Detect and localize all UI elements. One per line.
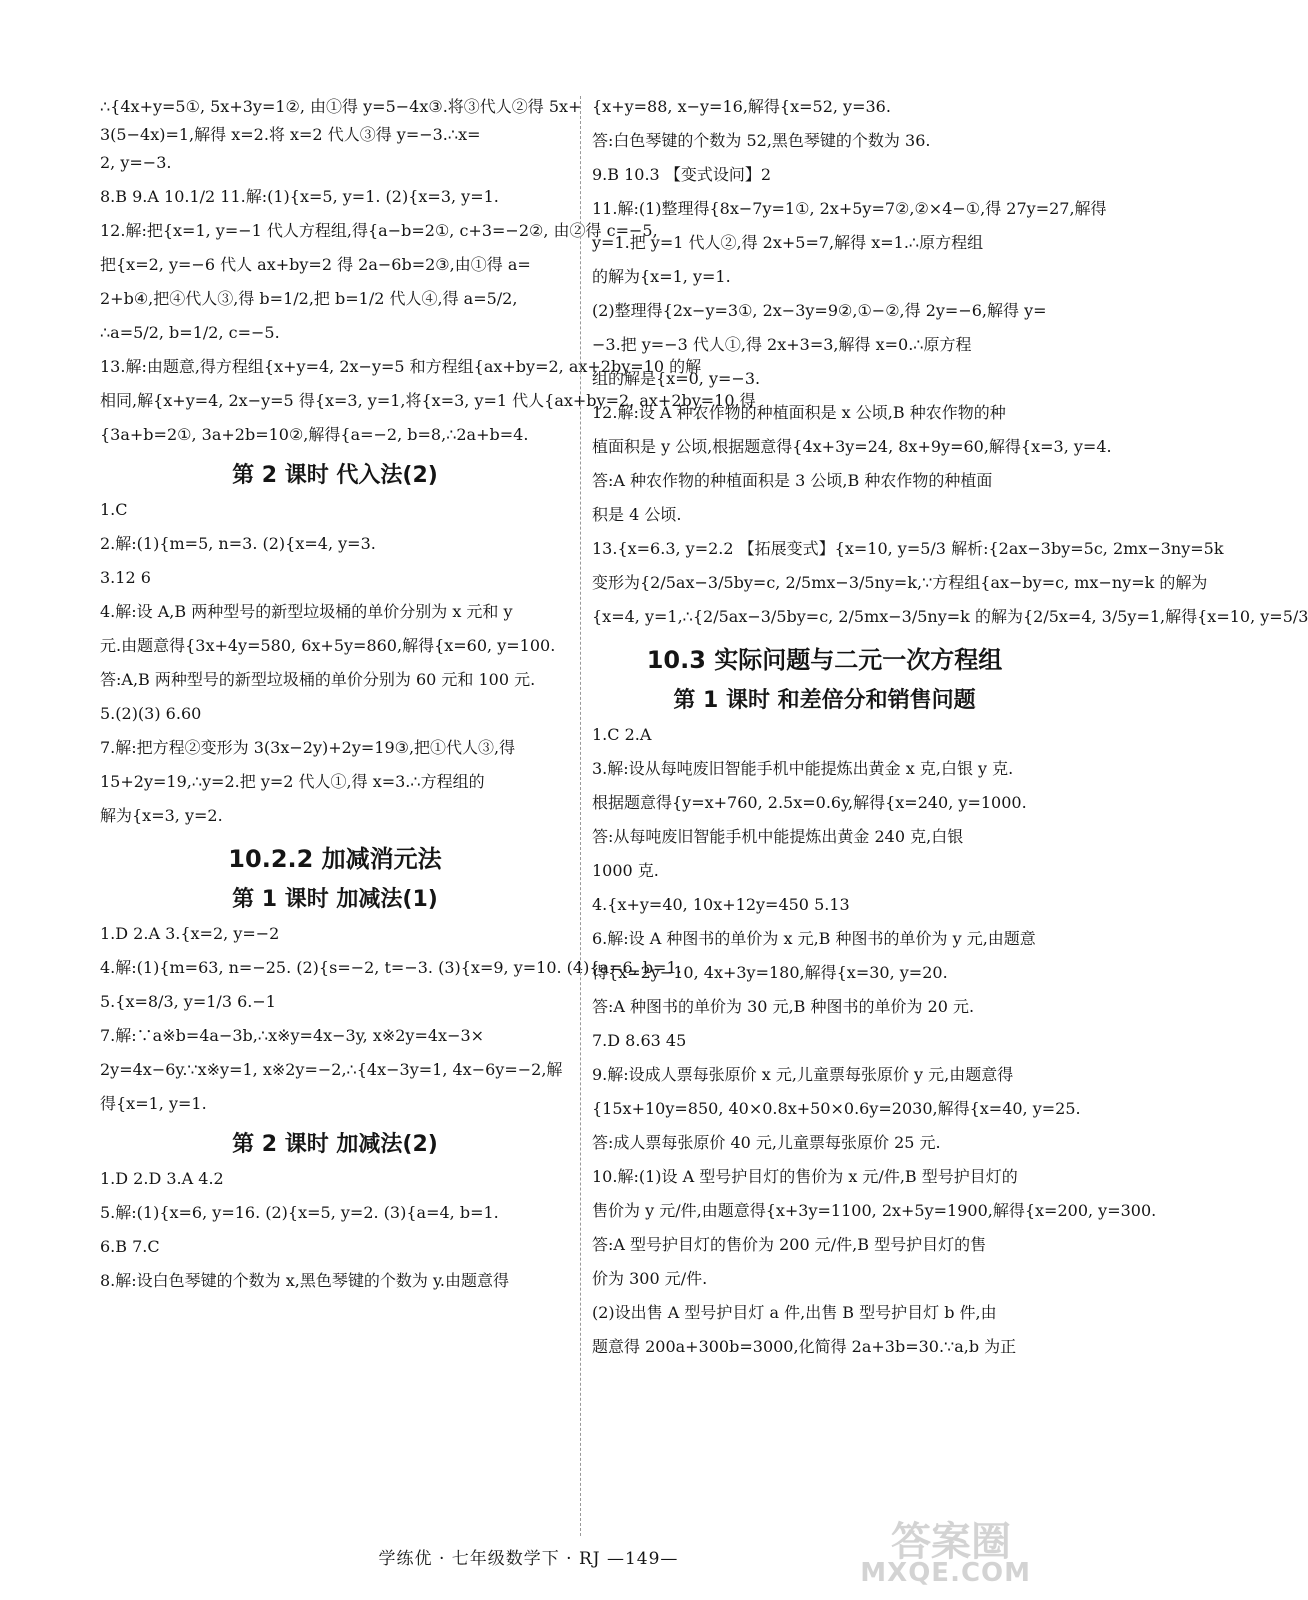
text-line: 15+2y=19,∴y=2.把 y=2 代人①,得 x=3.∴方程组的 <box>100 772 485 791</box>
text-line: 得{x=2y−10, 4x+3y=180,解得{x=30, y=20. <box>592 963 948 982</box>
text-line: 变形为{2/5ax−3/5by=c, 2/5mx−3/5ny=k,∵方程组{ax−by=c, mx−ny=k 的解为 <box>592 573 1208 592</box>
text-line: 8.解:设白色琴键的个数为 x,黑色琴键的个数为 y.由题意得 <box>100 1271 509 1290</box>
section-heading: 10.2.2 加减消元法 <box>228 845 442 873</box>
text-line: {x=4, y=1,∴{2/5ax−3/5by=c, 2/5mx−3/5ny=k 的解为{2/5x=4, 3/5y=1,解得{x=10, y=5/3 <box>592 607 1308 626</box>
text-line: 元.由题意得{3x+4y=580, 6x+5y=860,解得{x=60, y=100. <box>100 636 556 655</box>
text-line: 组的解是{x=0, y=−3. <box>592 369 761 388</box>
text-line: 的解为{x=1, y=1. <box>592 267 731 286</box>
text-line: 根据题意得{y=x+760, 2.5x=0.6y,解得{x=240, y=1000. <box>592 793 1027 812</box>
section-subheading: 第 1 课时 和差倍分和销售问题 <box>673 688 976 713</box>
text-line: 11.解:(1)整理得{8x−7y=1①, 2x+5y=7②,②×4−①,得 27y=27,解得 <box>592 199 1107 218</box>
text-line: 答:A 种农作物的种植面积是 3 公顷,B 种农作物的种植面 <box>592 471 993 490</box>
section-subheading: 第 1 课时 加减法(1) <box>232 887 438 912</box>
text-line: 答:成人票每张原价 40 元,儿童票每张原价 25 元. <box>592 1133 941 1152</box>
text-line: 售价为 y 元/件,由题意得{x+3y=1100, 2x+5y=1900,解得{x=200, y=300. <box>592 1201 1157 1220</box>
text-line: 1.D 2.D 3.A 4.2 <box>100 1169 224 1188</box>
text-line: 解为{x=3, y=2. <box>100 806 223 825</box>
text-line: y=1.把 y=1 代人②,得 2x+5=7,解得 x=1.∴原方程组 <box>592 233 984 252</box>
text-line: 9.B 10.3 【变式设问】2 <box>592 165 772 184</box>
text-line: (2)整理得{2x−y=3①, 2x−3y=9②,①−②,得 2y=−6,解得 y= <box>592 301 1047 320</box>
text-line: 植面积是 y 公顷,根据题意得{4x+3y=24, 8x+9y=60,解得{x=3, y=4. <box>592 437 1112 456</box>
text-line: 1.C <box>100 500 128 519</box>
section-heading: 第 2 课时 加减法(2) <box>232 1132 438 1157</box>
text-line: 13.解:由题意,得方程组{x+y=4, 2x−y=5 和方程组{ax+by=2, ax+2by=10 的解 <box>100 357 702 376</box>
text-line: 价为 300 元/件. <box>592 1269 708 1288</box>
text-line: 5.{x=8/3, y=1/3 6.−1 <box>100 992 276 1011</box>
text-line: 5.解:(1){x=6, y=16. (2){x=5, y=2. (3){a=4, b=1. <box>100 1203 499 1222</box>
text-line: ∴a=5/2, b=1/2, c=−5. <box>100 323 280 342</box>
text-line: {x+y=88, x−y=16,解得{x=52, y=36. <box>592 97 891 116</box>
text-line: ∴{4x+y=5①, 5x+3y=1②, 由①得 y=5−4x③.将③代人②得 5x+ <box>100 97 582 116</box>
text-line: 5.(2)(3) 6.60 <box>100 704 202 723</box>
text-line: 答:A,B 两种型号的新型垃圾桶的单价分别为 60 元和 100 元. <box>100 670 536 689</box>
column-divider <box>580 96 581 1536</box>
text-line: 4.解:设 A,B 两种型号的新型垃圾桶的单价分别为 x 元和 y <box>100 602 513 621</box>
text-line: 9.解:设成人票每张原价 x 元,儿童票每张原价 y 元,由题意得 <box>592 1065 1014 1084</box>
text-line: 12.解:把{x=1, y=−1 代人方程组,得{a−b=2①, c+3=−2②, 由②得 c=−5, <box>100 221 658 240</box>
text-line: 2.解:(1){m=5, n=3. (2){x=4, y=3. <box>100 534 376 553</box>
text-line: −3.把 y=−3 代人①,得 2x+3=3,解得 x=0.∴原方程 <box>592 335 972 354</box>
text-line: 13.{x=6.3, y=2.2 【拓展变式】{x=10, y=5/3 解析:{2ax−3by=5c, 2mx−3ny=5k <box>592 539 1224 558</box>
text-line: 相同,解{x+y=4, 2x−y=5 得{x=3, y=1,将{x=3, y=1 代人{ax+by=2, ax+2by=10,得 <box>100 391 756 410</box>
section-heading: 10.3 实际问题与二元一次方程组 <box>646 646 1003 674</box>
text-line: 2+b④,把④代人③,得 b=1/2,把 b=1/2 代人④,得 a=5/2, <box>100 289 518 308</box>
text-line: 4.{x+y=40, 10x+12y=450 5.13 <box>592 895 850 914</box>
text-line: 7.解:∵a※b=4a−3b,∴x※y=4x−3y, x※2y=4x−3× <box>100 1026 485 1045</box>
text-line: 3.12 6 <box>100 568 151 587</box>
watermark-logo <box>821 1510 1031 1588</box>
page-footer: 学练优 · 七年级数学下 · RJ —149— <box>378 1549 679 1569</box>
text-line: 积是 4 公顷. <box>592 505 682 524</box>
text-line: {15x+10y=850, 40×0.8x+50×0.6y=2030,解得{x=40, y=25. <box>592 1099 1081 1118</box>
text-line: 1.D 2.A 3.{x=2, y=−2 <box>100 924 280 943</box>
text-line: 7.D 8.63 45 <box>592 1031 687 1050</box>
text-line: 8.B 9.A 10.1/2 11.解:(1){x=5, y=1. (2){x=3, y=1. <box>100 187 499 206</box>
text-line: 把{x=2, y=−6 代人 ax+by=2 得 2a−6b=2③,由①得 a= <box>100 255 531 274</box>
text-line: 答:从每吨废旧智能手机中能提炼出黄金 240 克,白银 <box>592 827 964 846</box>
watermark-mark: 答案圈 <box>891 1519 1011 1565</box>
watermark-site: MXQE.COM <box>860 1558 1031 1588</box>
text-line: (2)设出售 A 型号护目灯 a 件,出售 B 型号护目灯 b 件,由 <box>592 1303 997 1322</box>
text-line: 6.解:设 A 种图书的单价为 x 元,B 种图书的单价为 y 元,由题意 <box>592 929 1036 948</box>
section-heading: 第 2 课时 代入法(2) <box>232 463 438 488</box>
text-line: 3.解:设从每吨废旧智能手机中能提炼出黄金 x 克,白银 y 克. <box>592 759 1014 778</box>
text-line: 10.解:(1)设 A 型号护目灯的售价为 x 元/件,B 型号护目灯的 <box>592 1167 1018 1186</box>
text-line: 2y=4x−6y.∵x※y=1, x※2y=−2,∴{4x−3y=1, 4x−6y=−2,解 <box>100 1060 563 1079</box>
text-line: 12.解:设 A 种农作物的种植面积是 x 公顷,B 种农作物的种 <box>592 403 1006 422</box>
text-line: 2, y=−3. <box>100 153 172 172</box>
text-line: 答:A 型号护目灯的售价为 200 元/件,B 型号护目灯的售 <box>592 1235 987 1254</box>
text-line: 6.B 7.C <box>100 1237 160 1256</box>
text-line: 7.解:把方程②变形为 3(3x−2y)+2y=19③,把①代人③,得 <box>100 738 516 757</box>
text-line: 得{x=1, y=1. <box>100 1094 207 1113</box>
text-line: 答:A 种图书的单价为 30 元,B 种图书的单价为 20 元. <box>592 997 975 1016</box>
right-column <box>592 96 1308 1370</box>
text-line: {3a+b=2①, 3a+2b=10②,解得{a=−2, b=8,∴2a+b=4. <box>100 425 529 444</box>
text-line: 1000 克. <box>592 861 659 880</box>
text-line: 题意得 200a+300b=3000,化简得 2a+3b=30.∵a,b 为正 <box>592 1337 1017 1356</box>
text-line: 1.C 2.A <box>592 725 652 744</box>
text-line: 3(5−4x)=1,解得 x=2.将 x=2 代人③得 y=−3.∴x= <box>100 125 481 144</box>
text-line: 4.解:(1){m=63, n=−25. (2){s=−2, t=−3. (3){x=9, y=10. (4){a=6, b=1. <box>100 958 682 977</box>
text-line: 答:白色琴键的个数为 52,黑色琴键的个数为 36. <box>592 131 931 150</box>
